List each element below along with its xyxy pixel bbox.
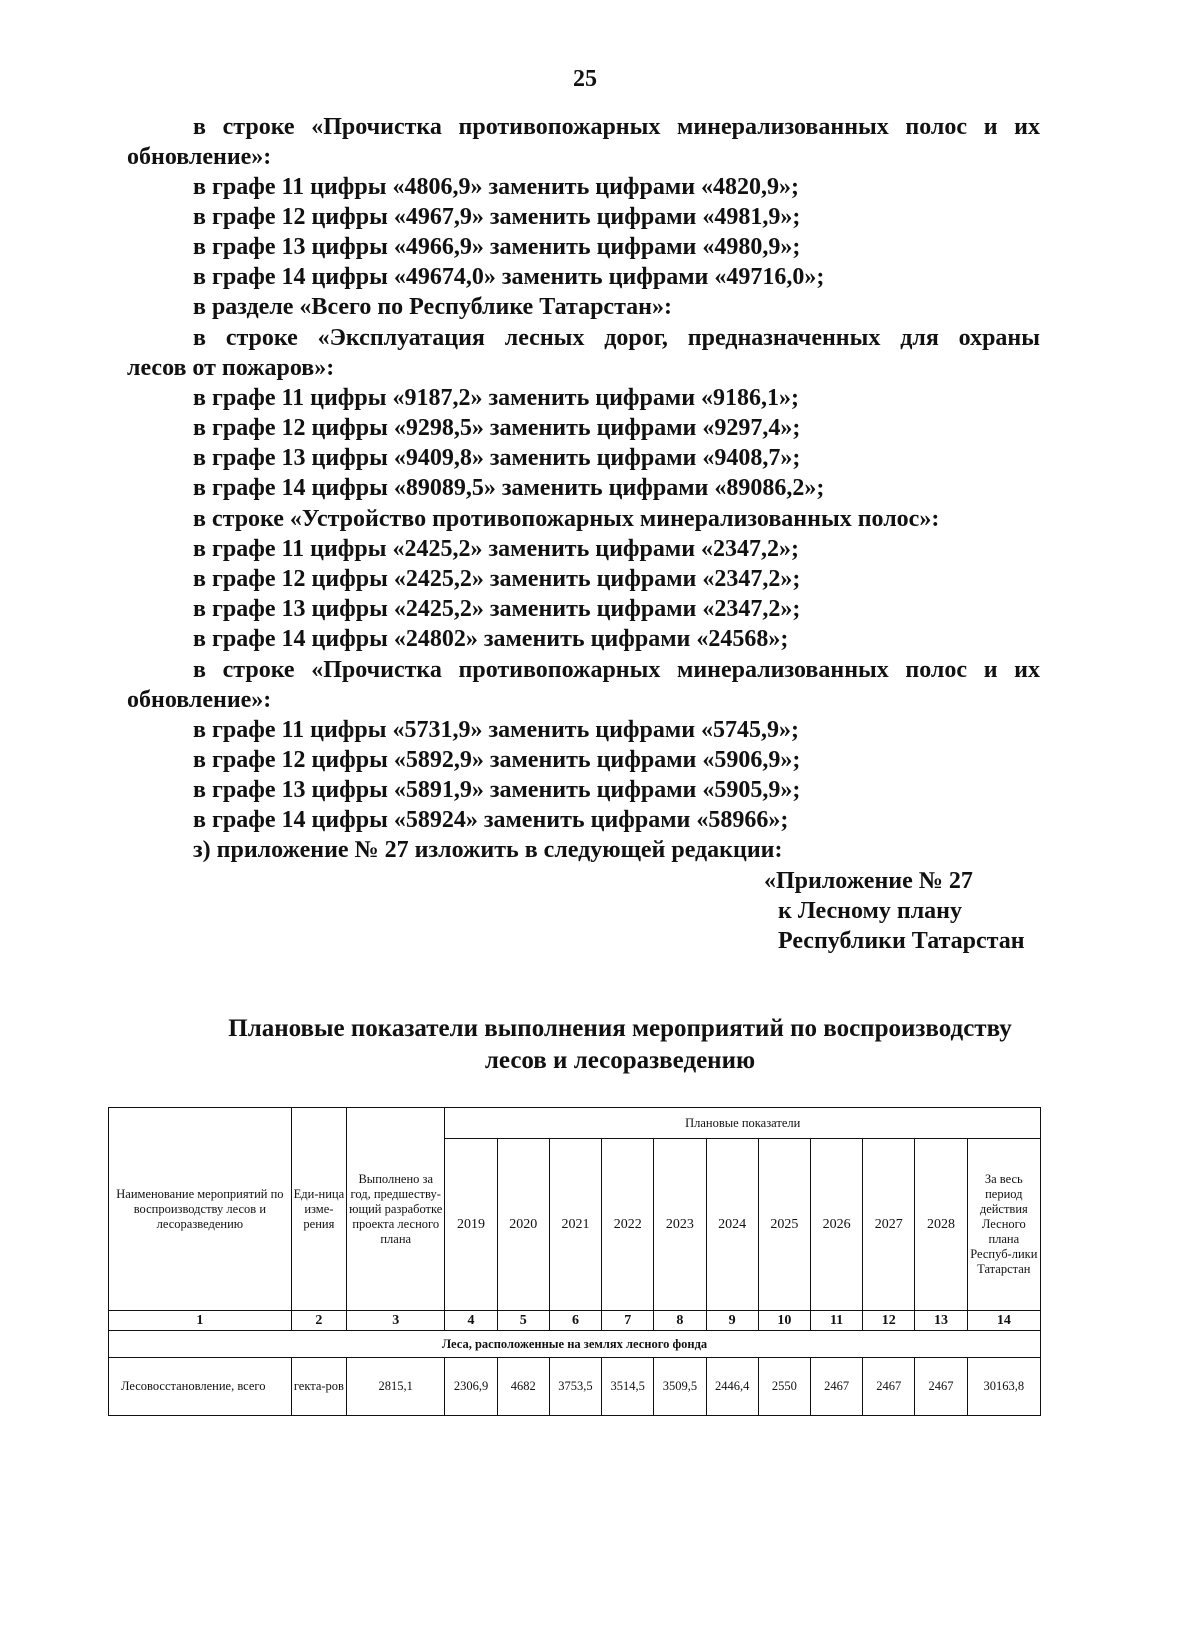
text-line: в строке «Устройство противопожарных минерализованных полос»:	[193, 506, 940, 532]
text-line: в графе 14 цифры «89089,5» заменить цифрами «89086,2»;	[193, 475, 825, 501]
text-line: обновление»:	[127, 687, 272, 713]
column-number: 13	[915, 1311, 967, 1331]
header-year: 2026	[810, 1139, 862, 1311]
table-cell: 3753,5	[549, 1358, 601, 1416]
column-number: 1	[109, 1311, 292, 1331]
column-number: 12	[863, 1311, 915, 1331]
text-line: в графе 13 цифры «4966,9» заменить цифрами «4980,9»;	[193, 234, 801, 260]
text-line: в графе 11 цифры «2425,2» заменить цифрами «2347,2»;	[193, 536, 800, 562]
table-cell: Лесовосстановление, всего	[109, 1358, 292, 1416]
text-line: в графе 14 цифры «49674,0» заменить цифрами «49716,0»;	[193, 264, 825, 290]
text-line: з) приложение № 27 изложить в следующей редакции:	[193, 837, 783, 863]
text-line: в графе 13 цифры «5891,9» заменить цифрами «5905,9»;	[193, 777, 801, 803]
table-title: лесов и лесоразведению	[484, 1047, 756, 1074]
header-done: Выполнено за год, предшеству-ющий разработке проекта лесного плана	[347, 1108, 445, 1311]
text-line: в графе 12 цифры «9298,5» заменить цифрами «9297,4»;	[193, 415, 801, 441]
page-number: 25	[573, 66, 597, 92]
text-line: в графе 12 цифры «5892,9» заменить цифрами «5906,9»;	[193, 747, 801, 773]
text-line: в строке «Эксплуатация лесных дорог, предназначенных для охраны	[193, 325, 1040, 351]
text-line: в графе 14 цифры «24802» заменить цифрами «24568»;	[193, 626, 789, 652]
table-cell: 2815,1	[347, 1358, 445, 1416]
appendix-line: «Приложение № 27	[764, 868, 973, 894]
column-number: 11	[810, 1311, 862, 1331]
column-number: 14	[967, 1311, 1040, 1331]
header-year: 2023	[654, 1139, 706, 1311]
header-year: 2022	[602, 1139, 654, 1311]
text-line: в графе 13 цифры «9409,8» заменить цифрами «9408,7»;	[193, 445, 801, 471]
text-line: в графе 11 цифры «4806,9» заменить цифрами «4820,9»;	[193, 174, 800, 200]
text-line: в графе 13 цифры «2425,2» заменить цифрами «2347,2»;	[193, 596, 801, 622]
text-line: в строке «Прочистка противопожарных минерализованных полос и их	[193, 114, 1040, 140]
header-year: 2025	[758, 1139, 810, 1311]
table-cell: 3514,5	[602, 1358, 654, 1416]
header-year: 2027	[863, 1139, 915, 1311]
column-number: 6	[549, 1311, 601, 1331]
text-line: в разделе «Всего по Республике Татарстан»:	[193, 294, 672, 320]
column-number: 7	[602, 1311, 654, 1331]
text-line: в графе 11 цифры «5731,9» заменить цифрами «5745,9»;	[193, 717, 800, 743]
section-row: Леса, расположенные на землях лесного фонда	[109, 1331, 1041, 1358]
text-line: в строке «Прочистка противопожарных минерализованных полос и их	[193, 657, 1040, 683]
table-cell: 4682	[497, 1358, 549, 1416]
column-number: 10	[758, 1311, 810, 1331]
plan-table	[108, 1107, 1041, 1416]
column-number: 4	[445, 1311, 497, 1331]
table-cell: 3509,5	[654, 1358, 706, 1416]
table-cell: 2467	[863, 1358, 915, 1416]
column-number: 5	[497, 1311, 549, 1331]
table-cell: 2446,4	[706, 1358, 758, 1416]
table-cell: 2550	[758, 1358, 810, 1416]
column-number: 3	[347, 1311, 445, 1331]
table-row	[109, 1358, 1041, 1416]
table-cell: гекта-ров	[291, 1358, 346, 1416]
table-cell: 2306,9	[445, 1358, 497, 1416]
header-unit: Еди-ница изме-рения	[291, 1108, 346, 1311]
header-year: 2020	[497, 1139, 549, 1311]
table-cell: 2467	[915, 1358, 967, 1416]
header-total: За весь период действия Лесного плана Респуб-лики Татарстан	[967, 1139, 1040, 1311]
header-year: 2019	[445, 1139, 497, 1311]
header-year: 2024	[706, 1139, 758, 1311]
header-plan: Плановые показатели	[445, 1108, 1041, 1139]
text-line: обновление»:	[127, 144, 272, 170]
table-cell: 30163,8	[967, 1358, 1040, 1416]
text-line: в графе 12 цифры «2425,2» заменить цифрами «2347,2»;	[193, 566, 801, 592]
column-number: 8	[654, 1311, 706, 1331]
column-number: 2	[291, 1311, 346, 1331]
header-year: 2021	[549, 1139, 601, 1311]
appendix-line: к Лесному плану	[778, 898, 962, 924]
header-name: Наименование мероприятий по воспроизводству лесов и лесоразведению	[109, 1108, 292, 1311]
text-line: в графе 14 цифры «58924» заменить цифрами «58966»;	[193, 807, 789, 833]
header-year: 2028	[915, 1139, 967, 1311]
text-line: в графе 12 цифры «4967,9» заменить цифрами «4981,9»;	[193, 204, 801, 230]
table-cell: 2467	[810, 1358, 862, 1416]
appendix-line: Республики Татарстан	[778, 928, 1025, 954]
text-line: лесов от пожаров»:	[127, 355, 335, 381]
column-number: 9	[706, 1311, 758, 1331]
text-line: в графе 11 цифры «9187,2» заменить цифрами «9186,1»;	[193, 385, 800, 411]
table-title: Плановые показатели выполнения мероприятий по воспроизводству	[228, 1015, 1012, 1042]
